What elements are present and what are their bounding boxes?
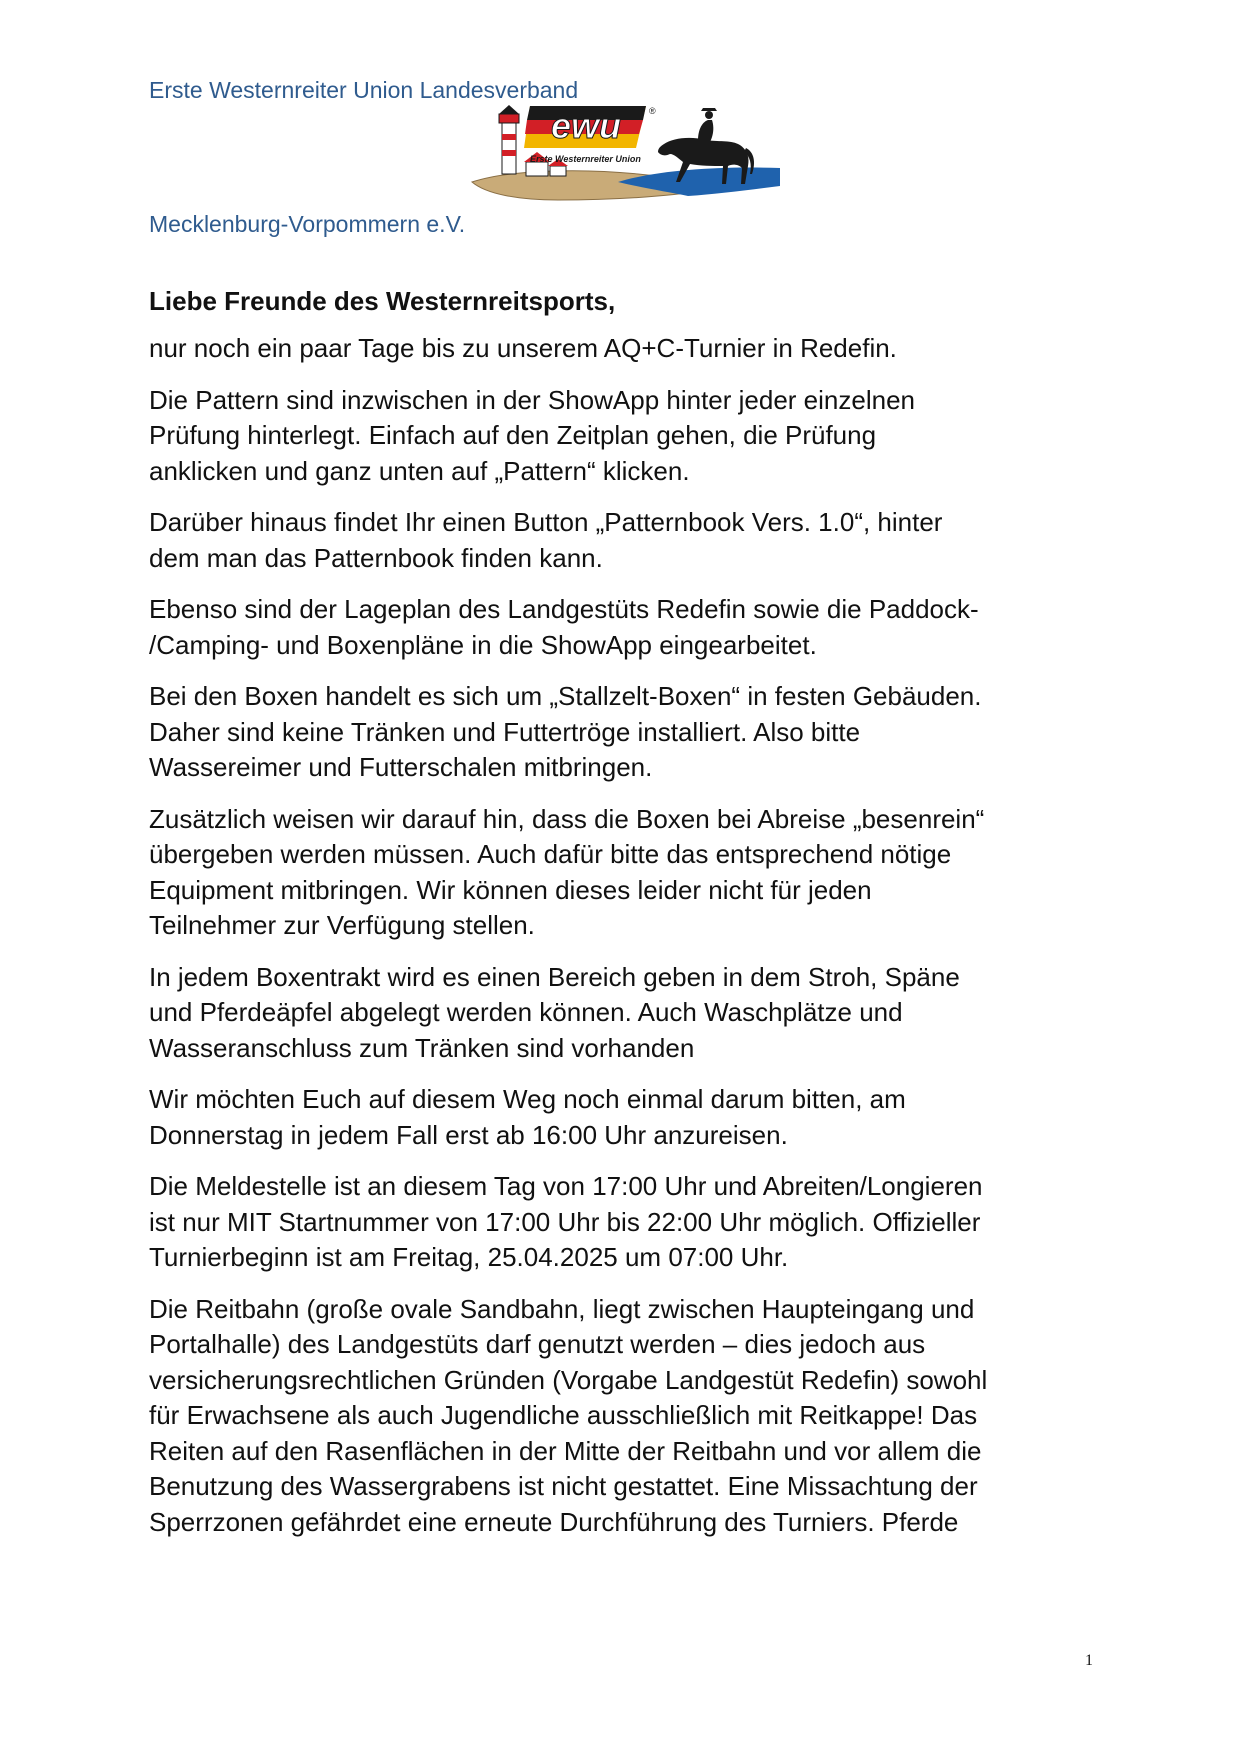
page-number: 1 <box>1085 1652 1093 1669</box>
logo-wordmark: ewu <box>550 105 622 146</box>
paragraph: Zusätzlich weisen wir darauf hin, dass die Boxen bei Abreise „besenrein“ übergeben werden müssen. Auch dafür bitte das entsprechend nötige Equipment mitbringen. Wir können dieses leider nicht für jeden Teilnehmer zur Verfügung stellen. <box>149 803 985 940</box>
paragraph: Die Meldestelle ist an diesem Tag von 17:00 Uhr und Abreiten/Longieren ist nur MIT Startnummer von 17:00 Uhr bis 22:00 Uhr möglich. Offizieller Turnierbeginn ist am Freitag, 25.04.2025 um 07:00 Uhr. <box>149 1171 983 1272</box>
paragraph: Ebenso sind der Lageplan des Landgestüts Redefin sowie die Paddock- /Camping- und Boxenpläne in die ShowApp eingearbeitet. <box>149 594 979 660</box>
letter-body <box>149 284 1109 1556</box>
paragraph: Wir möchten Euch auf diesem Weg noch einmal darum bitten, am Donnerstag in jedem Fall erst ab 16:00 Uhr anzureisen. <box>149 1084 906 1150</box>
paragraph: nur noch ein paar Tage bis zu unserem AQ+C-Turnier in Redefin. <box>149 333 897 363</box>
paragraph: In jedem Boxentrakt wird es einen Bereich geben in dem Stroh, Späne und Pferdeäpfel abgelegt werden können. Auch Waschplätze und Wasseranschluss zum Tränken sind vorhanden <box>149 961 960 1063</box>
org-name-line-1: Erste Westernreiter Union Landesverband <box>149 77 579 103</box>
org-name-line-2: Mecklenburg-Vorpommern e.V. <box>149 211 466 237</box>
greeting: Liebe Freunde des Westernreitsports, <box>149 286 616 316</box>
paragraph: Darüber hinaus findet Ihr einen Button „Patternbook Vers. 1.0“, hinter dem man das Patternbook finden kann. <box>149 507 943 573</box>
ewu-logo <box>468 104 782 208</box>
paragraph: Die Reitbahn (große ovale Sandbahn, liegt zwischen Haupteingang und Portalhalle) des Landgestüts darf genutzt werden – dies jedoch aus versicherungsrechtlichen Gründen (Vorgabe Landgestüt Redefin) sowohl für Erwachsene als auch Jugendliche ausschließlich mit Reitkappe! Das Reiten auf den Rasenflächen in der Mitte der Reitbahn und vor allem die Benutzung des Wassergrabens ist nicht gestattet. Eine Missachtung der Sperrzonen gefährdet eine erneute Durchführung des Turniers. Pferde <box>149 1293 988 1537</box>
logo-registered-mark: ® <box>649 106 656 116</box>
paragraph: Die Pattern sind inzwischen in der ShowApp hinter jeder einzelnen Prüfung hinterlegt. Einfach auf den Zeitplan gehen, die Prüfung anklicken und ganz unten auf „Pattern“ klicken. <box>149 384 915 486</box>
logo-subtitle: Erste Westernreiter Union <box>530 154 641 164</box>
paragraph: Bei den Boxen handelt es sich um „Stallzelt-Boxen“ in festen Gebäuden. Daher sind keine Tränken und Futtertröge installiert. Also bitte Wassereimer und Futterschalen mitbringen. <box>149 681 982 782</box>
